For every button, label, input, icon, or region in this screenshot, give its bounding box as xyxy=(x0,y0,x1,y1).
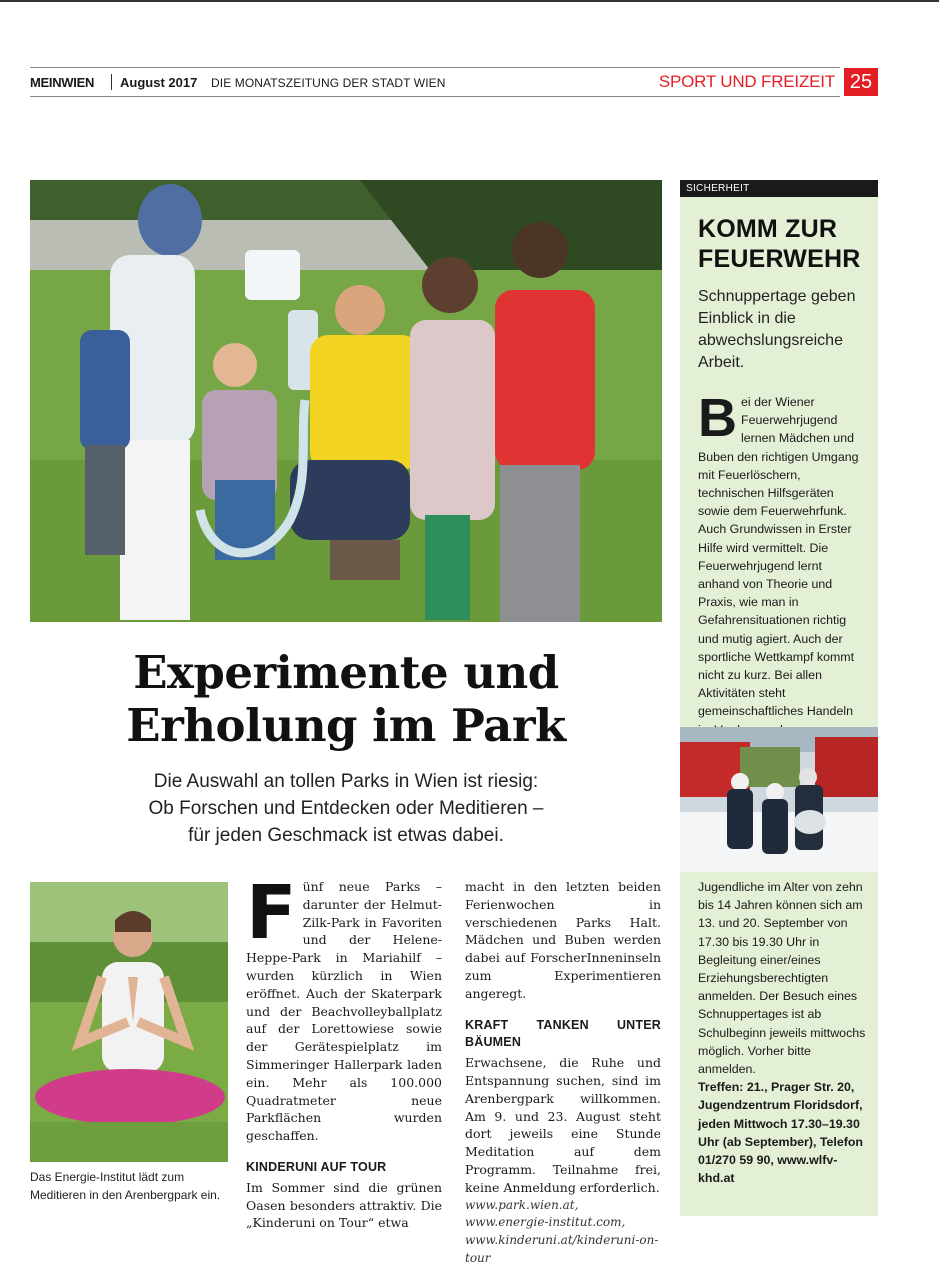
subtitle-kinderuni: KINDERUNI AUF TOUR xyxy=(246,1159,387,1174)
sidebar-firefighters-photo xyxy=(680,727,878,872)
url-energie-institut[interactable]: www.energie-institut.com, xyxy=(465,1215,626,1230)
yoga-photo-caption: Das Energie-Institut lädt zum Meditieren in den Arenbergpark ein. xyxy=(30,1170,221,1202)
article-paragraph-3: macht in den letzten beiden Ferienwochen in verschiedenen Parks Halt. Mädchen und Buben werden dabei auf ForscherInneninseln zum Experimentieren angeregt. xyxy=(465,879,661,1001)
sidebar-registration-text: Jugendliche im Alter von zehn bis 14 Jahren können sich am 13. und 20. September von 17.30 bis 19.30 Uhr in Begleitung einer/eines Erziehungsberechtigten anmelden. Der Besuch eines Schnuppertages ist ab Schulbeginn jeweils mittwochs möglich. Vorher bitte anmelden. xyxy=(698,880,866,1077)
article-column-1 xyxy=(246,870,442,1232)
article-dropcap: F xyxy=(246,870,297,956)
article-headline xyxy=(30,646,662,752)
paper-name: DIE MONATSZEITUNG DER STADT WIEN xyxy=(211,76,446,90)
subhead-line-1: Die Auswahl an tollen Parks in Wien ist riesig: xyxy=(153,771,539,792)
subtitle-kraft-tanken: KRAFT TANKEN UNTER BÄUMEN xyxy=(465,1017,661,1050)
sidebar-tag: SICHERHEIT xyxy=(680,180,878,197)
main-photo-kids-experiment xyxy=(30,180,662,622)
article-paragraph-4: Erwachsene, die Ruhe und Entspannung suchen, sind im Arenbergpark willkommen. Am 9. und 23. August steht dort jeweils eine Stunde Meditation auf dem Programm. Teilnahme frei, keine Anmeldung erforderlich. xyxy=(465,1055,661,1195)
sidebar-body-text: ei der Wiener Feuerwehrjugend lernen Mädchen und Buben den richtigen Umgang mit Feuerlöschern, technischen Hilfsgeräten sowie dem Feuerwehrfunk. Auch Grundwissen in Erster Hilfe wird vermittelt. Die Feuerwehrjugend lernt anhand von Theorie und Praxis, wie man in Gefahrensituationen richtig und mutig agiert. Auch der sportliche Wettkampf kommt nicht zu kurz. Bei allen Aktivitäten steht gemeinschaftliches Handeln xyxy=(698,395,859,719)
subhead-line-3: für jeden Geschmack ist etwas dabei. xyxy=(188,825,504,846)
brand-logo: MEINWIEN xyxy=(30,75,95,90)
sidebar-title-line-1: KOMM ZUR xyxy=(698,215,838,243)
headline-line-1: Experimente und xyxy=(133,646,559,699)
sidebar-lead: Schnuppertage geben Einblick in die abwechslungsreiche Arbeit. xyxy=(698,288,856,371)
subhead-line-2: Ob Forschen und Entdecken oder Meditieren – xyxy=(148,798,544,819)
page-header xyxy=(30,68,878,96)
article-paragraph-1: ünf neue Parks – darunter der Helmut-Zilk-Park in Favoriten und der Helene-Heppe-Park in Mariahilf – wurden kürzlich in Wien eröffnet. Auch der Skaterpark und der Beachvolleyballplatz auf der Lorettowiese sowie der Gerätespielplatz im Simmeringer Hallerpark laden ein. Mehr als 100.000 Quadratmeter neue Parkflächen wurden geschaffen. xyxy=(246,879,442,1144)
headline-line-2: Erholung im Park xyxy=(126,699,566,752)
sidebar-contact-info: Treffen: 21., Prager Str. 20, Jugendzentrum Floridsdorf, jeden Mittwoch 17.30–19.30 Uhr (ab September), Telefon 01/270 59 90, www.wlfv-khd.at xyxy=(698,1080,863,1186)
sidebar-dropcap: B xyxy=(698,388,737,448)
sidebar-body-2 xyxy=(698,878,866,1187)
sidebar-title xyxy=(698,214,874,274)
issue-date: August 2017 xyxy=(120,75,198,90)
page-top-edge xyxy=(0,0,939,2)
sidebar-body xyxy=(698,388,866,739)
yoga-meditation-photo xyxy=(30,882,228,1162)
page-number: 25 xyxy=(844,68,878,96)
sidebar-box-feuerwehr xyxy=(680,180,878,1216)
url-park-wien[interactable]: www.park.wien.at, xyxy=(465,1197,579,1212)
header-rule-bottom xyxy=(30,96,840,97)
article-column-2 xyxy=(465,878,661,1268)
section-title: SPORT UND FREIZEIT xyxy=(658,72,835,91)
article-paragraph-2: Im Sommer sind die grünen Oasen besonders attraktiv. Die „Kinderuni on Tour“ etwa xyxy=(246,1179,442,1231)
header-separator xyxy=(111,74,112,90)
url-kinderuni[interactable]: www.kinderuni.at/kinderuni-on-tour xyxy=(465,1233,659,1265)
article-subheadline xyxy=(30,768,662,849)
sidebar-title-line-2: FEUERWEHR xyxy=(698,245,861,273)
